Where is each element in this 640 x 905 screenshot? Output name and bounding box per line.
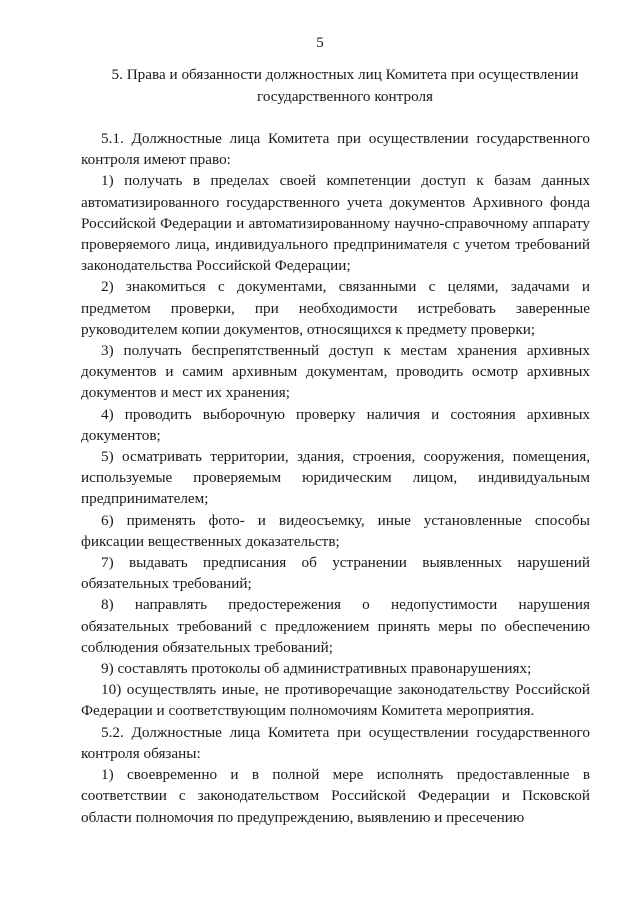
paragraph-right-8: 8) направлять предостережения о недопустимости нарушения обязательных требований с предложением принять меры по обеспечению соблюдения обязательных требований;	[81, 596, 590, 656]
paragraph-right-7: 7) выдавать предписания об устранении выявленных нарушений обязательных требований;	[81, 554, 590, 593]
paragraph-right-6: 6) применять фото- и видеосъемку, иные установленные способы фиксации вещественных доказательств;	[81, 511, 590, 550]
paragraph-right-4: 4) проводить выборочную проверку наличия и состояния архивных документов;	[81, 405, 590, 444]
document-body	[81, 128, 590, 828]
paragraph-5-1-intro: 5.1. Должностные лица Комитета при осуществлении государственного контроля имеют право:	[81, 130, 590, 169]
paragraph-right-10: 10) осуществлять иные, не противоречащие законодательству Российской Федерации и соответствующим полномочиям Комитета мероприятия.	[81, 681, 590, 720]
section-heading-line-1: 5. Права и обязанности должностных лиц Комитета при осуществлении	[111, 66, 579, 83]
paragraph-duty-1: 1) своевременно и в полной мере исполнять предоставленные в соответствии с законодательством Российской Федерации и Псковской области полномочия по предупреждению, выявлению и пресечению	[81, 766, 590, 826]
paragraph-right-1: 1) получать в пределах своей компетенции доступ к базам данных автоматизированного государственного учета документов Архивного фонда Российской Федерации и автоматизированному научно-справочному аппарату проверяемого лица, индивидуального предпринимателя с учетом требований законодательства Российской Федерации;	[81, 172, 590, 275]
paragraph-5-2-intro: 5.2. Должностные лица Комитета при осуществлении государственного контроля обязаны:	[81, 723, 590, 762]
paragraph-right-9: 9) составлять протоколы об административных правонарушениях;	[101, 660, 532, 678]
section-heading	[96, 64, 594, 108]
paragraph-right-2: 2) знакомиться с документами, связанными с целями, задачами и предметом проверки, при необходимости истребовать заверенные руководителем копии документов, относящихся к предмету проверки;	[81, 278, 590, 338]
paragraph-right-3: 3) получать беспрепятственный доступ к местам хранения архивных документов и самим архивным документам, проводить осмотр архивных документов и мест их хранения;	[81, 342, 590, 402]
section-heading-line-2: государственного контроля	[256, 88, 434, 105]
paragraph-right-5: 5) осматривать территории, здания, строения, сооружения, помещения, используемые проверяемым юридическим лицом, индивидуальным предпринимателем;	[81, 448, 590, 508]
page-number: 5	[316, 35, 324, 51]
